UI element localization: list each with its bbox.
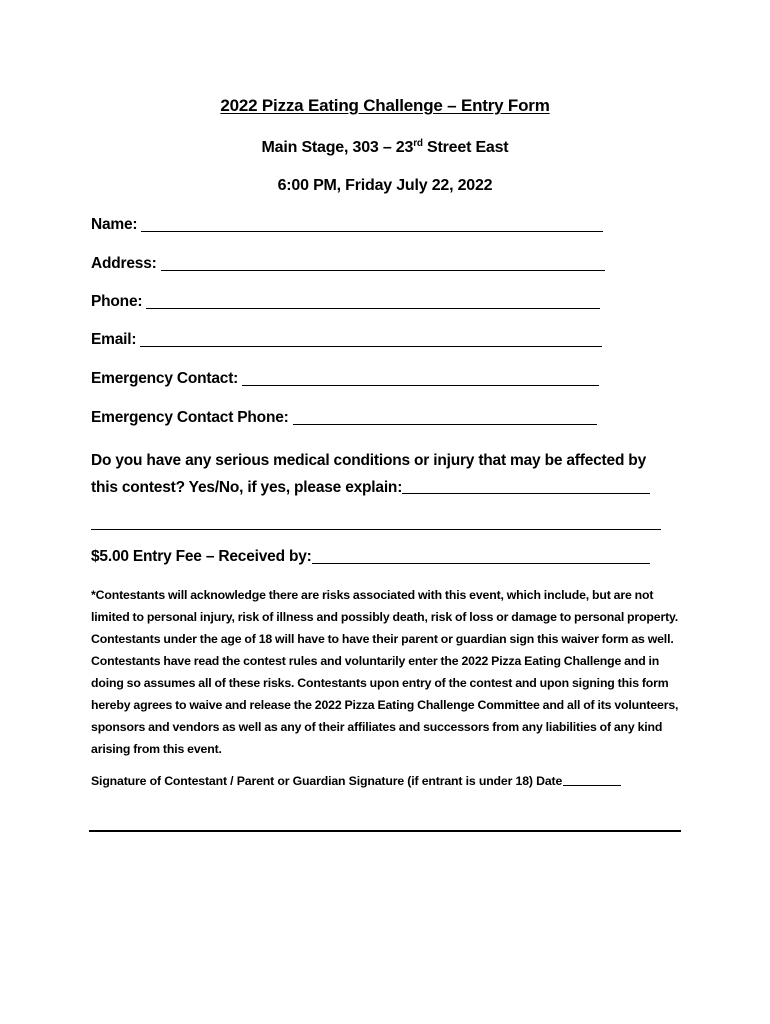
- medical-explain-line-1[interactable]: [402, 478, 650, 494]
- emergency-phone-input-line[interactable]: [293, 409, 597, 425]
- venue-line: [0, 138, 770, 157]
- medical-question-block: [91, 447, 671, 501]
- name-input-line[interactable]: [141, 216, 603, 232]
- venue-suffix: Street East: [422, 139, 509, 156]
- phone-field-row: [91, 293, 600, 311]
- medical-explain-line-2[interactable]: [91, 529, 661, 530]
- address-field-row: [91, 255, 605, 273]
- email-label: Email:: [91, 331, 137, 348]
- email-input-line[interactable]: [140, 331, 602, 347]
- signature-line[interactable]: [89, 830, 681, 832]
- event-datetime: 6:00 PM, Friday July 22, 2022: [277, 177, 493, 194]
- phone-input-line[interactable]: [146, 293, 600, 309]
- emergency-contact-label: Emergency Contact:: [91, 370, 239, 387]
- emergency-phone-label: Emergency Contact Phone:: [91, 409, 289, 426]
- name-label: Name:: [91, 216, 138, 233]
- signature-label: Signature of Contestant / Parent or Guardian Signature (if entrant is under 18) Date: [91, 774, 563, 788]
- emergency-contact-field-row: [91, 370, 599, 388]
- address-label: Address:: [91, 255, 157, 272]
- waiver-text: *Contestants will acknowledge there are risks associated with this event, which include, but are not limited to personal injury, risk of illness and possibly death, risk of loss or damage to personal property. Contestants under the age of 18 will have to have their parent or guardian sign this waiver form as well. Contestants have read the contest rules and voluntarily enter the 2022 Pizza Eating Challenge and in doing so assumes all of these risks. Contestants upon entry of the contest and upon signing this form hereby agrees to waive and release the 2022 Pizza Eating Challenge Committee and all of its volunteers, sponsors and vendors as well as any of their affiliates and successors from any liabilities of any kind arising from this event.: [91, 588, 679, 756]
- address-input-line[interactable]: [161, 255, 605, 271]
- entry-fee-label: $5.00 Entry Fee – Received by:: [91, 548, 312, 565]
- name-field-row: [91, 216, 603, 234]
- date-input-line[interactable]: [563, 773, 621, 786]
- phone-label: Phone:: [91, 293, 143, 310]
- signature-label-row: [91, 773, 621, 788]
- email-field-row: [91, 331, 602, 349]
- entry-fee-received-by-line[interactable]: [312, 548, 650, 564]
- medical-question-text: Do you have any serious medical conditions or injury that may be affected by this contest? Yes/No, if yes, please explain:: [91, 452, 647, 496]
- venue-prefix: Main Stage, 303 – 23: [261, 139, 414, 156]
- entry-fee-field-row: [91, 548, 650, 566]
- emergency-contact-input-line[interactable]: [242, 370, 599, 386]
- venue-ordinal-suffix: rd: [413, 138, 423, 149]
- form-title: 2022 Pizza Eating Challenge – Entry Form: [220, 96, 550, 115]
- emergency-phone-field-row: [91, 409, 597, 427]
